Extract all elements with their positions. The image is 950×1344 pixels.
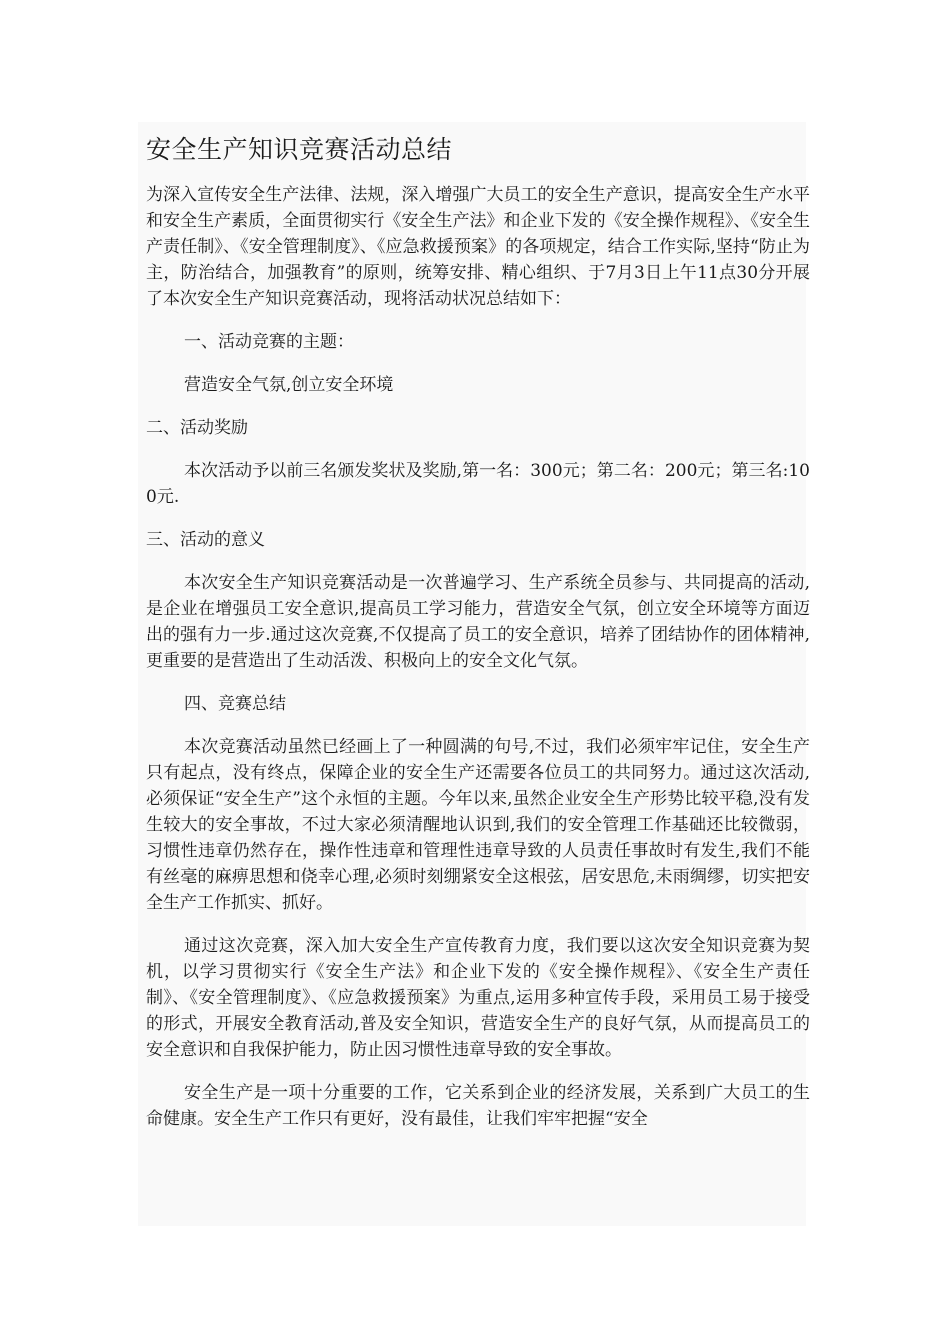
section-heading-reward: 二、活动奖励 — [146, 418, 248, 438]
section-body-theme: 营造安全气氛,创立安全环境 — [184, 375, 394, 395]
section-heading-summary: 四、竞赛总结 — [184, 694, 286, 714]
document-body — [146, 130, 810, 1149]
section-body-significance: 本次安全生产知识竞赛活动是一次普遍学习、生产系统全员参与、共同提高的活动,是企业在增强员工安全意识,提高员工学习能力，营造安全气氛，创立安全环境等方面迈出的强有力一步.通过这次竞赛,不仅提高了员工的安全意识，培养了团结协作的团体精神,更重要的是营造出了生动活泼、积极向上的安全文化气氛。 — [146, 573, 810, 671]
closing-paragraph-1: 通过这次竞赛，深入加大安全生产宣传教育力度，我们要以这次安全知识竞赛为契机，以学习贯彻实行《安全生产法》和企业下发的《安全操作规程》、《安全生产责任制》、《安全管理制度》、《应急救援预案》为重点,运用多种宣传手段，采用员工易于接受的形式，开展安全教育活动,普及安全知识，营造安全生产的良好气氛，从而提高员工的安全意识和自我保护能力，防止因习惯性违章导致的安全事故。 — [146, 936, 810, 1060]
section-heading-theme: 一、活动竞赛的主题： — [184, 332, 354, 352]
document-title: 安全生产知识竞赛活动总结 — [146, 135, 453, 164]
section-body-summary: 本次竞赛活动虽然已经画上了一种圆满的句号,不过，我们必须牢牢记住，安全生产只有起点，没有终点，保障企业的安全生产还需要各位员工的共同努力。通过这次活动,必须保证“安全生产”这个永恒的主题。今年以来,虽然企业安全生产形势比较平稳,没有发生较大的安全事故，不过大家必须清醒地认识到,我们的安全管理工作基础还比较微弱，习惯性违章仍然存在，操作性违章和管理性违章导致的人员责任事故时有发生,我们不能有丝毫的麻痹思想和侥幸心理,必须时刻绷紧安全这根弦，居安思危,未雨绸缪，切实把安全生产工作抓实、抓好。 — [146, 737, 810, 913]
intro-paragraph: 为深入宣传安全生产法律、法规，深入增强广大员工的安全生产意识，提高安全生产水平和安全生产素质，全面贯彻实行《安全生产法》和企业下发的《安全操作规程》、《安全生产责任制》、《安全管理制度》、《应急救援预案》的各项规定，结合工作实际,坚持“防止为主，防治结合，加强教育”的原则，统筹安排、精心组织、于7月3日上午11点30分开展了本次安全生产知识竞赛活动，现将活动状况总结如下： — [146, 185, 810, 309]
closing-paragraph-2: 安全生产是一项十分重要的工作，它关系到企业的经济发展，关系到广大员工的生命健康。安全生产工作只有更好，没有最佳，让我们牢牢把握“安全 — [146, 1083, 810, 1129]
section-heading-significance: 三、活动的意义 — [146, 530, 265, 550]
section-body-reward: 本次活动予以前三名颁发奖状及奖励,第一名：300元；第二名：200元；第三名:100元. — [146, 461, 810, 507]
